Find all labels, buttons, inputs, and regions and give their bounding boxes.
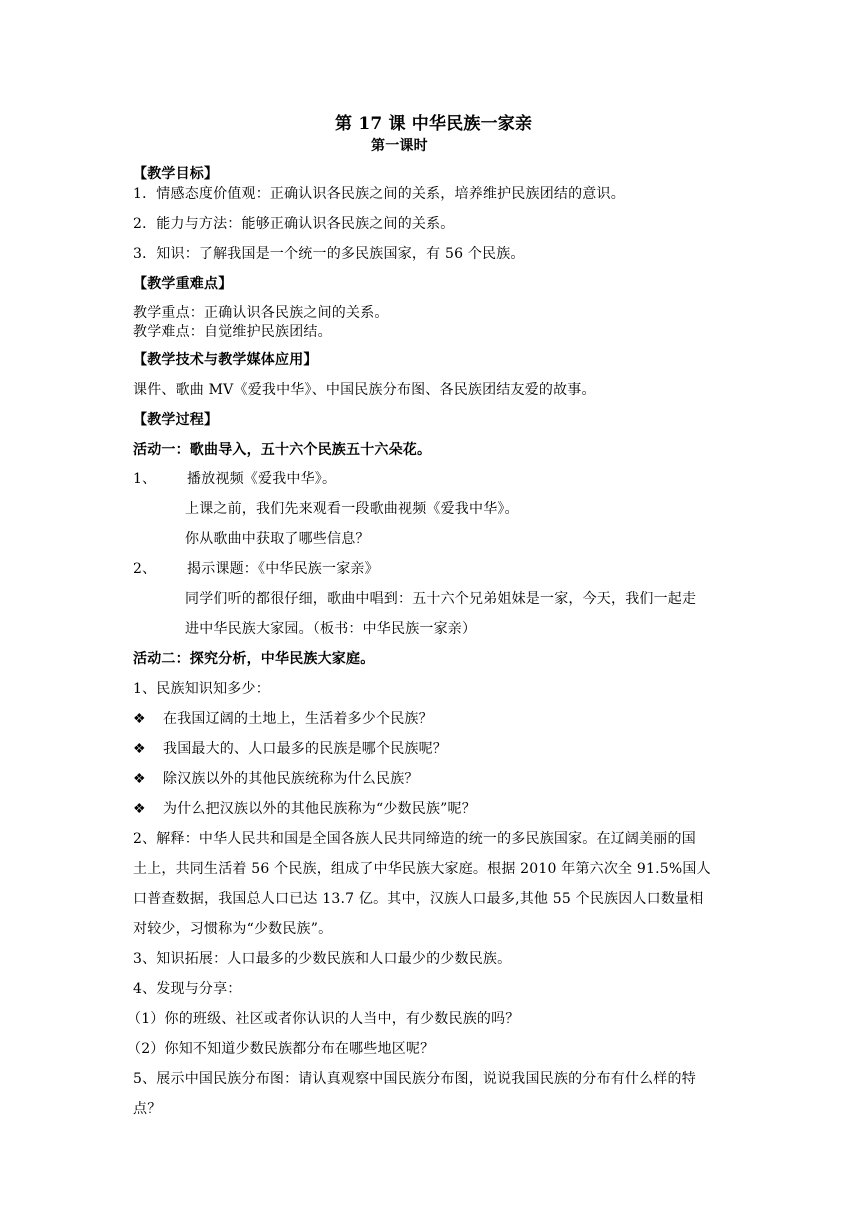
bullet-icon: ❖	[133, 711, 146, 727]
bullet-icon: ❖	[133, 771, 146, 787]
activity-1-step-2	[133, 559, 379, 579]
bullet-text: 除汉族以外的其他民族统称为什么民族？	[163, 771, 419, 787]
activity-2-item-2-line-3: 口普查数据，我国总人口已达 13.7 亿。其中，汉族人口最多,其他 55 个民族因人口数量相	[133, 891, 704, 907]
bullet-text: 我国最大的、人口最多的民族是哪个民族呢？	[163, 741, 447, 757]
difficulty-text: 教学难点：自觉维护民族团结。	[133, 324, 332, 340]
list-item	[133, 799, 476, 819]
media-heading: 【教学技术与教学媒体应用】	[133, 352, 318, 368]
keypoints-heading: 【教学重难点】	[133, 276, 233, 292]
step-2-number: 2、	[133, 561, 157, 577]
activity-1-step-1-line-2: 上课之前，我们先来观看一段歌曲视频《爱我中华》。	[185, 501, 519, 517]
activity-1-step-1	[133, 469, 336, 489]
activity-1-step-1-line-3: 你从歌曲中获取了哪些信息？	[185, 531, 370, 547]
media-text: 课件、歌曲 MV《爱我中华》、中国民族分布图、各民族团结友爱的故事。	[133, 382, 596, 398]
activity-1-step-2-line-2: 同学们听的都很仔细，歌曲中唱到：五十六个兄弟姐妹是一家，今天，我们一起走	[185, 591, 697, 607]
goals-heading: 【教学目标】	[133, 166, 219, 182]
activity-2-item-4-sub-2: （2）你知不知道少数民族都分布在哪些地区呢？	[127, 1041, 435, 1057]
goal-2: 2．能力与方法：能够正确认识各民族之间的关系。	[133, 216, 455, 232]
list-item	[133, 709, 433, 729]
bullet-icon: ❖	[133, 801, 146, 817]
bullet-text: 在我国辽阔的土地上，生活着多少个民族？	[163, 711, 433, 727]
activity-2-item-2-line-4: 对较少，习惯称为“少数民族”。	[133, 921, 333, 937]
bullet-icon: ❖	[133, 741, 146, 757]
activity-2-item-5-line-1: 5、展示中国民族分布图：请认真观察中国民族分布图，说说我国民族的分布有什么样的特	[133, 1071, 696, 1087]
step-1-number: 1、	[133, 471, 157, 487]
keypoint-text: 教学重点：正确认识各民族之间的关系。	[133, 305, 389, 321]
bullet-text: 为什么把汉族以外的其他民族称为“少数民族”呢？	[163, 801, 476, 817]
list-item	[133, 769, 419, 789]
activity-2-heading: 活动二：探究分析，中华民族大家庭。	[133, 651, 375, 667]
activity-2-item-3: 3、知识拓展：人口最多的少数民族和人口最少的少数民族。	[133, 951, 512, 967]
activity-2-item-2-line-1: 2、解释：中华人民共和国是全国各族人民共同缔造的统一的多民族国家。在辽阔美丽的国	[133, 831, 696, 847]
process-heading: 【教学过程】	[133, 412, 219, 428]
activity-2-item-4: 4、发现与分享：	[133, 981, 242, 997]
activity-2-item-4-sub-1: （1）你的班级、社区或者你认识的人当中，有少数民族的吗？	[127, 1011, 520, 1027]
activity-1-step-2-line-3: 进中华民族大家园。（板书：中华民族一家亲）	[185, 621, 477, 637]
list-item	[133, 739, 447, 759]
lesson-title: 第 17 课 中华民族一家亲	[335, 114, 533, 134]
activity-2-item-1: 1、民族知识知多少：	[133, 681, 270, 697]
activity-2-item-5-line-2: 点？	[133, 1101, 162, 1117]
lesson-subtitle: 第一课时	[371, 138, 428, 154]
step-1-text: 播放视频《爱我中华》。	[187, 471, 337, 487]
step-2-text: 揭示课题：《中华民族一家亲》	[187, 561, 379, 577]
activity-1-heading: 活动一：歌曲导入，五十六个民族五十六朵花。	[133, 442, 432, 458]
activity-2-item-2-line-2: 土上，共同生活着 56 个民族，组成了中华民族大家庭。根据 2010 年第六次全 91.5%国人	[133, 861, 711, 877]
goal-1: 1．情感态度价值观：正确认识各民族之间的关系，培养维护民族团结的意识。	[133, 186, 625, 202]
goal-3: 3．知识：了解我国是一个统一的多民族国家，有 56 个民族。	[133, 246, 525, 262]
